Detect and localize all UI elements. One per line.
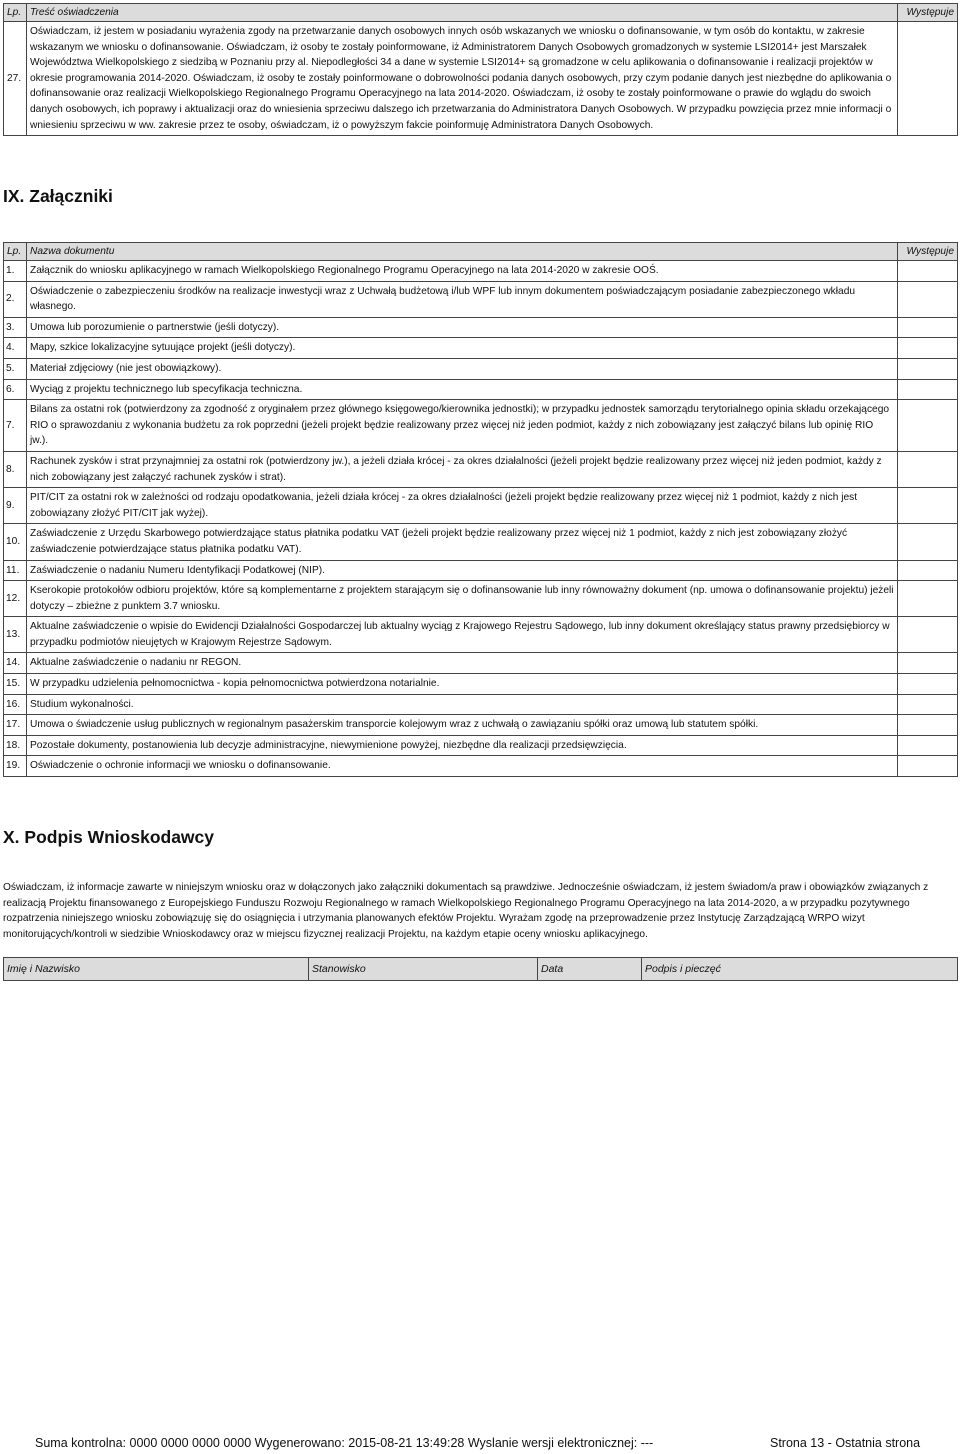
- attachment-number: 15.: [4, 674, 27, 695]
- attachment-number: 6.: [4, 379, 27, 400]
- attachment-number: 3.: [4, 317, 27, 338]
- row-number: 27.: [4, 22, 27, 136]
- attachment-number: 8.: [4, 451, 27, 487]
- attachment-occurs-cell: [898, 653, 958, 674]
- attachment-row: [4, 694, 958, 715]
- attachments-table-header: [4, 243, 958, 261]
- attachment-occurs-cell: [898, 400, 958, 452]
- attachment-row: [4, 581, 958, 617]
- signature-column-date: Data: [538, 958, 642, 981]
- attachment-name: Materiał zdjęciowy (nie jest obowiązkowy).: [27, 358, 898, 379]
- attachments-table: [3, 242, 958, 777]
- attachment-row: [4, 317, 958, 338]
- section-title-signature: X. Podpis Wnioskodawcy: [3, 827, 215, 847]
- attachment-number: 17.: [4, 715, 27, 736]
- attachment-row: [4, 674, 958, 695]
- attachment-occurs-cell: [898, 524, 958, 560]
- attachment-name: Bilans za ostatni rok (potwierdzony za zgodność z oryginałem przez głównego księgowego/kierownika jednostki); w przypadku jednostek samorządu terytorialnego opinia składu orzekającego RIO o sprawozdaniu z wykonania budżetu za rok poprzedni (jeżeli projekt będzie realizowany przez więcej niż jeden podmiot, każdy z nich zobowiązany jest załączyć bilans lub opinię RIO jw.).: [27, 400, 898, 452]
- attachment-occurs-cell: [898, 451, 958, 487]
- attachment-row: [4, 451, 958, 487]
- attachment-row: [4, 653, 958, 674]
- section-title-attachments: IX. Załączniki: [3, 186, 113, 206]
- attachment-name: Rachunek zysków i strat przynajmniej za ostatni rok (potwierdzony jw.), a jeżeli działa krócej - za okres działalności (jeżeli projekt będzie realizowany przez więcej niż jeden podmiot, każdy z nich zobowiązany jest załączyć rachunek zysków i strat).: [27, 451, 898, 487]
- attachment-name: Aktualne zaświadczenie o nadaniu nr REGON.: [27, 653, 898, 674]
- attachment-number: 5.: [4, 358, 27, 379]
- attachment-name: Umowa lub porozumienie o partnerstwie (jeśli dotyczy).: [27, 317, 898, 338]
- attachment-occurs-cell: [898, 694, 958, 715]
- attachment-number: 11.: [4, 560, 27, 581]
- attachment-occurs-cell: [898, 281, 958, 317]
- declaration-row: [4, 22, 958, 136]
- attachment-name: Kserokopie protokołów odbioru projektów, które są komplementarne z projektem starającym się o dofinansowanie lub inny równoważny dokument (np. umowa o dofinansowanie projektu) jeżeli dotyczy – zbieżne z punktem 3.7 wniosku.: [27, 581, 898, 617]
- attachment-occurs-cell: [898, 488, 958, 524]
- attachment-row: [4, 756, 958, 777]
- attachment-occurs-cell: [898, 338, 958, 359]
- signature-column-name: Imię i Nazwisko: [4, 958, 309, 981]
- attachment-number: 14.: [4, 653, 27, 674]
- attachment-row: [4, 560, 958, 581]
- attachment-name: Oświadczenie o zabezpieczeniu środków na realizacje inwestycji wraz z Uchwałą budżetową i/lub WPF lub innym dokumentem poświadczającym posiadanie zabezpieczonego wkładu własnego.: [27, 281, 898, 317]
- attachment-occurs-cell: [898, 560, 958, 581]
- attachment-row: [4, 281, 958, 317]
- attachment-row: [4, 379, 958, 400]
- attachment-number: 18.: [4, 735, 27, 756]
- attachment-number: 16.: [4, 694, 27, 715]
- signature-column-position: Stanowisko: [309, 958, 538, 981]
- attachment-name: Załącznik do wniosku aplikacyjnego w ramach Wielkopolskiego Regionalnego Programu Operacyjnego na lata 2014-2020 w zakresie OOŚ.: [27, 261, 898, 282]
- attachment-row: [4, 338, 958, 359]
- attachment-occurs-cell: [898, 735, 958, 756]
- attachment-name: Zaświadczenie z Urzędu Skarbowego potwierdzające status płatnika podatku VAT (jeżeli projekt będzie realizowany przez więcej niż 1 podmiot, każdy z nich jest zobowiązany złożyć zaświadczenie potwierdzające status płatnika podatku VAT).: [27, 524, 898, 560]
- column-header-lp: Lp.: [4, 243, 27, 261]
- attachment-name: Pozostałe dokumenty, postanowienia lub decyzje administracyjne, niewymienione powyżej, niezbędne dla realizacji przedsięwzięcia.: [27, 735, 898, 756]
- attachment-row: [4, 524, 958, 560]
- footer-page-number: Strona 13 - Ostatnia strona: [770, 1436, 921, 1450]
- attachment-name: Studium wykonalności.: [27, 694, 898, 715]
- attachment-occurs-cell: [898, 756, 958, 777]
- attachment-number: 7.: [4, 400, 27, 452]
- declaration-text: Oświadczam, iż jestem w posiadaniu wyrażenia zgody na przetwarzanie danych osobowych innych osób wskazanych we wniosku o dofinansowanie, w tym osób do kontaktu, w zakresie wskazanym we wniosku o dofinansowanie. Oświadczam, iż osoby te zostały poinformowane, iż Administratorem Danych Osobowych gromadzonych w systemie LSI2014+ jest Marszałek Województwa Wielkopolskiego z siedzibą w Poznaniu przy al. Niepodległości 34 a dane w systemie LSI2014+ są gromadzone w celu aplikowania o dofinansowanie i realizacji projektów w okresie programowania 2014-2020. Oświadczam, iż osoby te zostały poinformowane o dobrowolności podania danych osobowych, przy czym podanie danych jest niezbędne do aplikowania o dofinansowanie oraz realizacji Wielkopolskiego Regionalnego Programu Operacyjnego na lata 2014-2020. Oświadczam, iż osoby te zostały poinformowane o prawie do wglądu do swoich danych osobowych, ich poprawy i aktualizacji oraz do wniesienia sprzeciwu dalszego ich przetwarzania do Administratora Danych Osobowych. W przypadku powzięcia przez mnie informacji o wniesieniu sprzeciwu w ww. zakresie przez te osoby, oświadczam, iż o powyższym fakcie poinformuję Administratora Danych Osobowych.: [27, 22, 898, 136]
- attachment-occurs-cell: [898, 715, 958, 736]
- attachment-name: Aktualne zaświadczenie o wpisie do Ewidencji Działalności Gospodarczej lub aktualny wyciąg z Krajowego Rejestru Sądowego, lub inny dokument określający status prawny przedsiębiorcy w przypadku podmiotów nieujętych w Krajowym Rejestrze Sądowym.: [27, 617, 898, 653]
- attachment-number: 19.: [4, 756, 27, 777]
- attachment-number: 12.: [4, 581, 27, 617]
- attachment-occurs-cell: [898, 674, 958, 695]
- footer-checksum-info: Suma kontrolna: 0000 0000 0000 0000 Wygenerowano: 2015-08-21 13:49:28 Wyslanie wersji elektronicznej: ---: [35, 1436, 654, 1450]
- column-header-lp: Lp.: [4, 4, 27, 22]
- column-header-content: Treść oświadczenia: [27, 4, 898, 22]
- attachment-number: 9.: [4, 488, 27, 524]
- attachment-name: Umowa o świadczenie usług publicznych w regionalnym pasażerskim transporcie kolejowym wraz z uchwałą o zawiązaniu spółki oraz umową lub statutem spółki.: [27, 715, 898, 736]
- signature-column-signature: Podpis i pieczęć: [642, 958, 958, 981]
- attachment-occurs-cell: [898, 358, 958, 379]
- attachment-row: [4, 261, 958, 282]
- applicant-declaration-paragraph: Oświadczam, iż informacje zawarte w niniejszym wniosku oraz w dołączonych jako załączniki dokumentach są prawdziwe. Jednocześnie oświadczam, iż jestem świadom/a praw i obowiązków związanych z realizacją Projektu finansowanego z Europejskiego Funduszu Rozwoju Regionalnego w ramach Wielkopolskiego Regionalnego Programu Operacyjnego na lata 2014-2020, a w przypadku pozytywnego rozpatrzenia niniejszego wniosku zobowiązuję się do osiągnięcia i utrzymania planowanych efektów Projektu. Wyrażam zgodę na przeprowadzenie przez Instytucję Zarządzającą WRPO wizyt monitorujących/kontroli w siedzibie Wnioskodawcy oraz w miejscu fizycznej realizacji Projektu, na każdym etapie oceny wniosku aplikacyjnego.: [3, 882, 929, 941]
- signature-table: [3, 957, 958, 981]
- attachment-occurs-cell: [898, 617, 958, 653]
- attachment-occurs-cell: [898, 379, 958, 400]
- attachment-row: [4, 488, 958, 524]
- attachment-occurs-cell: [898, 581, 958, 617]
- attachment-number: 2.: [4, 281, 27, 317]
- attachment-number: 1.: [4, 261, 27, 282]
- attachment-row: [4, 715, 958, 736]
- attachment-name: Wyciąg z projektu technicznego lub specyfikacja techniczna.: [27, 379, 898, 400]
- attachment-name: PIT/CIT za ostatni rok w zależności od rodzaju opodatkowania, jeżeli działa krócej - za okres działalności (jeżeli projekt będzie realizowany przez więcej niż 1 podmiot, każdy z nich jest zobowiązany złożyć PIT/CIT jak wyżej).: [27, 488, 898, 524]
- attachment-name: Mapy, szkice lokalizacyjne sytuujące projekt (jeśli dotyczy).: [27, 338, 898, 359]
- attachment-occurs-cell: [898, 317, 958, 338]
- column-header-document-name: Nazwa dokumentu: [27, 243, 898, 261]
- column-header-occurs: Występuje: [898, 243, 958, 261]
- declaration-table-header: [4, 4, 958, 22]
- column-header-occurs: Występuje: [898, 4, 958, 22]
- attachment-name: Oświadczenie o ochronie informacji we wniosku o dofinansowanie.: [27, 756, 898, 777]
- attachment-name: W przypadku udzielenia pełnomocnictwa - kopia pełnomocnictwa potwierdzona notarialnie.: [27, 674, 898, 695]
- attachment-row: [4, 617, 958, 653]
- attachment-row: [4, 735, 958, 756]
- attachment-number: 4.: [4, 338, 27, 359]
- declaration-table: [3, 3, 958, 136]
- occurs-cell: [898, 22, 958, 136]
- attachment-occurs-cell: [898, 261, 958, 282]
- attachment-name: Zaświadczenie o nadaniu Numeru Identyfikacji Podatkowej (NIP).: [27, 560, 898, 581]
- attachment-row: [4, 400, 958, 452]
- signature-table-header: [4, 958, 958, 981]
- attachment-number: 13.: [4, 617, 27, 653]
- attachment-row: [4, 358, 958, 379]
- attachment-number: 10.: [4, 524, 27, 560]
